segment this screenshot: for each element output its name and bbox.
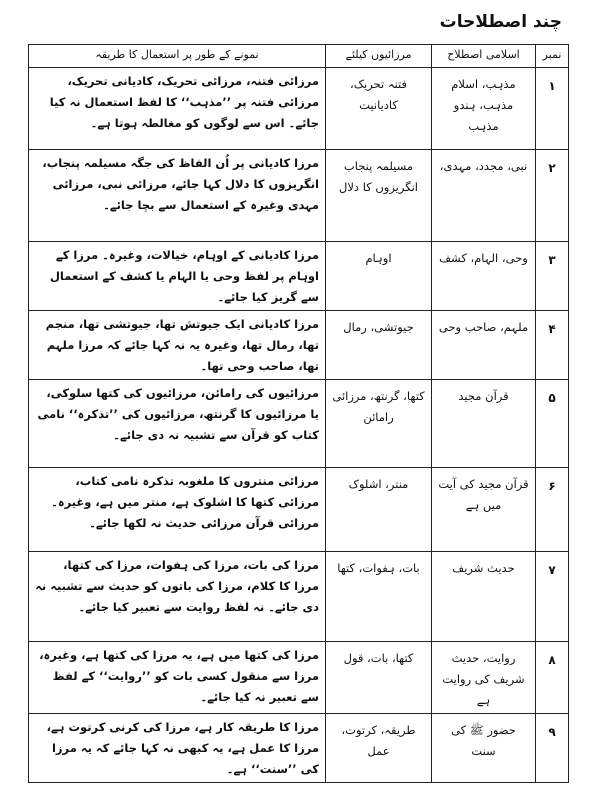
islamic-term-cell: ملہم، صاحب وحی bbox=[432, 311, 536, 380]
row-number: ۱ bbox=[536, 68, 569, 150]
row-number: ۹ bbox=[536, 714, 569, 783]
islamic-term-cell: قرآن مجید bbox=[432, 380, 536, 468]
row-number: ۵ bbox=[536, 380, 569, 468]
row-number: ۷ bbox=[536, 552, 569, 642]
usage-method-cell: مرزائی فتنہ، مرزائی تحریک، کادیانی تحریک، مرزائی فتنہ پر ’’مذہب‘‘ کا لفظ استعمال نہ کیا جائے۔ اس سے لوگوں کو مغالطہ ہوتا ہے۔ bbox=[29, 68, 326, 150]
mirzai-term-cell: طریقہ، کرتوت، عمل bbox=[326, 714, 432, 783]
islamic-term-cell: روایت، حدیث شریف کی روایت ہے bbox=[432, 642, 536, 714]
usage-method-cell: مرزا کی بات، مرزا کی ہفوات، مرزا کی کتھا، مرزا کا کلام، مرزا کی باتوں کو حدیث سے تشبیہ نہ دی جائے۔ نہ لفظ روایت سے تعبیر کیا جائے۔ bbox=[29, 552, 326, 642]
row-number: ۳ bbox=[536, 242, 569, 311]
islamic-term-cell: وحی، الہام، کشف bbox=[432, 242, 536, 311]
usage-method-cell: مرزا کادیانی پر اُن الفاظ کی جگہ مسیلمہ پنجاب، انگریزوں کا دلال کہا جائے، مرزائی نبی، مرزائی مہدی وغیرہ کے استعمال سے بچا جائے۔ bbox=[29, 150, 326, 242]
table-row bbox=[29, 68, 569, 150]
header-number: نمبر bbox=[536, 45, 569, 68]
table-row bbox=[29, 150, 569, 242]
usage-method-cell: مرزا کا طریقہ کار ہے، مرزا کی کرنی کرتوت ہے، مرزا کا عمل ہے، یہ کبھی نہ کہا جائے کہ یہ مرزا کی ’’سنت‘‘ ہے۔ bbox=[29, 714, 326, 783]
table-header-row bbox=[29, 45, 569, 68]
row-number: ۶ bbox=[536, 468, 569, 552]
usage-method-cell: مرزا کادیانی کے اوہام، خیالات، وغیرہ۔ مرزا کے اوہام پر لفظ وحی یا الہام یا کشف کے استعمال سے گریز کیا جائے۔ bbox=[29, 242, 326, 311]
usage-method-cell: مرزائی منتروں کا ملغوبہ تذکرہ نامی کتاب، مرزائی کتھا کا اشلوک ہے، منتر میں ہے، وغیرہ۔ مرزائی قرآن مرزائی حدیث نہ لکھا جائے۔ bbox=[29, 468, 326, 552]
table-row bbox=[29, 380, 569, 468]
mirzai-term-cell: مسیلمہ پنجاب انگریزوں کا دلال bbox=[326, 150, 432, 242]
usage-method-cell: مرزا کی کتھا میں ہے، یہ مرزا کی کتھا ہے، وغیرہ، مرزا سے منقول کسی بات کو ’’روایت‘‘ کے لفظ سے تعبیر نہ کیا جائے۔ bbox=[29, 642, 326, 714]
mirzai-term-cell: کتھا، گرنتھ، مرزائی رامائن bbox=[326, 380, 432, 468]
header-islamic-term: اسلامی اصطلاح bbox=[432, 45, 536, 68]
mirzai-term-cell: کتھا، بات، قول bbox=[326, 642, 432, 714]
islamic-term-cell: مذہب، اسلام مذہب، ہندو مذہب bbox=[432, 68, 536, 150]
mirzai-term-cell: جیوتشی، رمال bbox=[326, 311, 432, 380]
islamic-term-cell: نبی، مجدد، مہدی، bbox=[432, 150, 536, 242]
table-row bbox=[29, 714, 569, 783]
mirzai-term-cell: اوہام bbox=[326, 242, 432, 311]
table-row bbox=[29, 242, 569, 311]
table-row bbox=[29, 311, 569, 380]
mirzai-term-cell: منتر، اشلوک bbox=[326, 468, 432, 552]
table-row bbox=[29, 468, 569, 552]
table-row bbox=[29, 552, 569, 642]
islamic-term-cell: حضور ﷺ کی سنت bbox=[432, 714, 536, 783]
header-usage-method: نمونے کے طور پر استعمال کا طریقہ bbox=[29, 45, 326, 68]
usage-method-cell: مرزا کادیانی ایک جیوتش تھا، جیوتشی تھا، منجم تھا، رمال تھا، وغیرہ یہ نہ کہا جائے کہ مرزا ملہم تھا، صاحب وحی تھا۔ bbox=[29, 311, 326, 380]
row-number: ۸ bbox=[536, 642, 569, 714]
page-title: چند اصطلاحات bbox=[439, 12, 562, 32]
row-number: ۲ bbox=[536, 150, 569, 242]
mirzai-term-cell: فتنہ تحریک، کادیانیت bbox=[326, 68, 432, 150]
mirzai-term-cell: بات، ہفوات، کتھا bbox=[326, 552, 432, 642]
table-row bbox=[29, 642, 569, 714]
islamic-term-cell: حدیث شریف bbox=[432, 552, 536, 642]
terms-table bbox=[28, 44, 569, 783]
islamic-term-cell: قرآن مجید کی آیت میں ہے bbox=[432, 468, 536, 552]
usage-method-cell: مرزائیوں کی رامائن، مرزائیوں کی کتھا سلوکی، یا مرزائیوں کا گرنتھ، مرزائیوں کی ’’تذکرہ‘‘ نامی کتاب کو قرآن سے تشبیہ نہ دی جائے۔ bbox=[29, 380, 326, 468]
row-number: ۴ bbox=[536, 311, 569, 380]
header-mirzai-term: مرزائیوں کیلئے bbox=[326, 45, 432, 68]
